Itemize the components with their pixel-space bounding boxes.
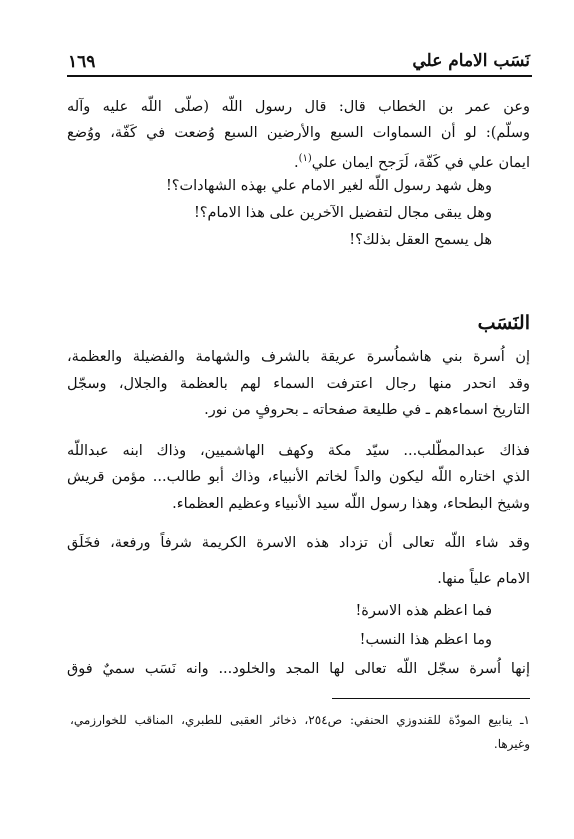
footnote-line: ١ـ ينابيع المودّة للقندوزي الحنفي: ص٢٥٤، ذخائر العقبى للطبري، المناقب للخوارزمي، (70, 713, 530, 727)
paragraph-text: ايمان علي في كَفّة، لَرَجح ايمان علي (311, 154, 530, 171)
page-number: ١٦٩ (68, 52, 96, 72)
paragraph-line: وشيخ البطحاء، وهذا رسول اللّه سيد الأنبياء وعظيم العظماء. (172, 496, 530, 512)
question-line: وهل يبقى مجال لتفضيل الآخرين على هذا الامام؟! (193, 205, 492, 221)
paragraph-line: وعن عمر بن الخطاب قال: قال رسول اللّه (صلّى اللّه عليه وآله (67, 99, 530, 115)
footnote-reference[interactable]: (١) (298, 153, 312, 164)
running-header-title: نَسَب الامام علي (412, 51, 530, 71)
paragraph-line: فذاك عبدالمطّلب... سيّد مكة وكهف الهاشميين، وذاك ابنه عبداللّه (67, 443, 530, 459)
footnote-rule (332, 698, 530, 699)
paragraph-text: . (293, 154, 299, 171)
paragraph-line: إنها اُسرة سجّل اللّه تعالى لها المجد والخلود... وانه نَسَب سميٌ فوق (67, 661, 530, 677)
paragraph-line: التاريخ اسماءهم ـ في طليعة صفحاته ـ بحروفٍ من نور. (204, 402, 530, 418)
section-heading: النَسَب (477, 312, 530, 334)
question-line: وهل شهد رسول اللّه لغير الامام علي بهذه الشهادات؟! (165, 178, 492, 194)
paragraph-line: الامام علياً منها. (437, 571, 530, 587)
paragraph-line: وقد شاء اللّه تعالى أن تزداد هذه الاسرة الكريمة شرفاً ورفعة، فخَلَق (67, 535, 530, 551)
header-rule (67, 75, 532, 77)
exclamation-line: فما اعظم هذه الاسرة! (355, 603, 492, 619)
question-line: هل يسمح العقل بذلك؟! (349, 232, 492, 248)
paragraph-line (294, 149, 530, 173)
paragraph-line: وقد انحدر منها رجال اعترفت السماء لهم بالعظمة والجلال، وسجّل (67, 376, 530, 392)
paragraph-line: الذي اختاره اللّه ليكون والداً لخاتم الأنبياء، وذاك أبو طالب... مؤمن قريش (67, 469, 530, 485)
paragraph-line: إن اُسرة بني هاشماُسرة عريقة بالشرف والشهامة والفضيلة والعظمة، (67, 349, 530, 365)
footnote-line: وغيرها. (493, 737, 530, 751)
exclamation-line: وما اعظم هذا النسب! (359, 632, 492, 648)
paragraph-line: وسلّم): لو أن السماوات السبع والأرضين السبع وُضعت في كَفّة، ووُضع (67, 125, 530, 141)
